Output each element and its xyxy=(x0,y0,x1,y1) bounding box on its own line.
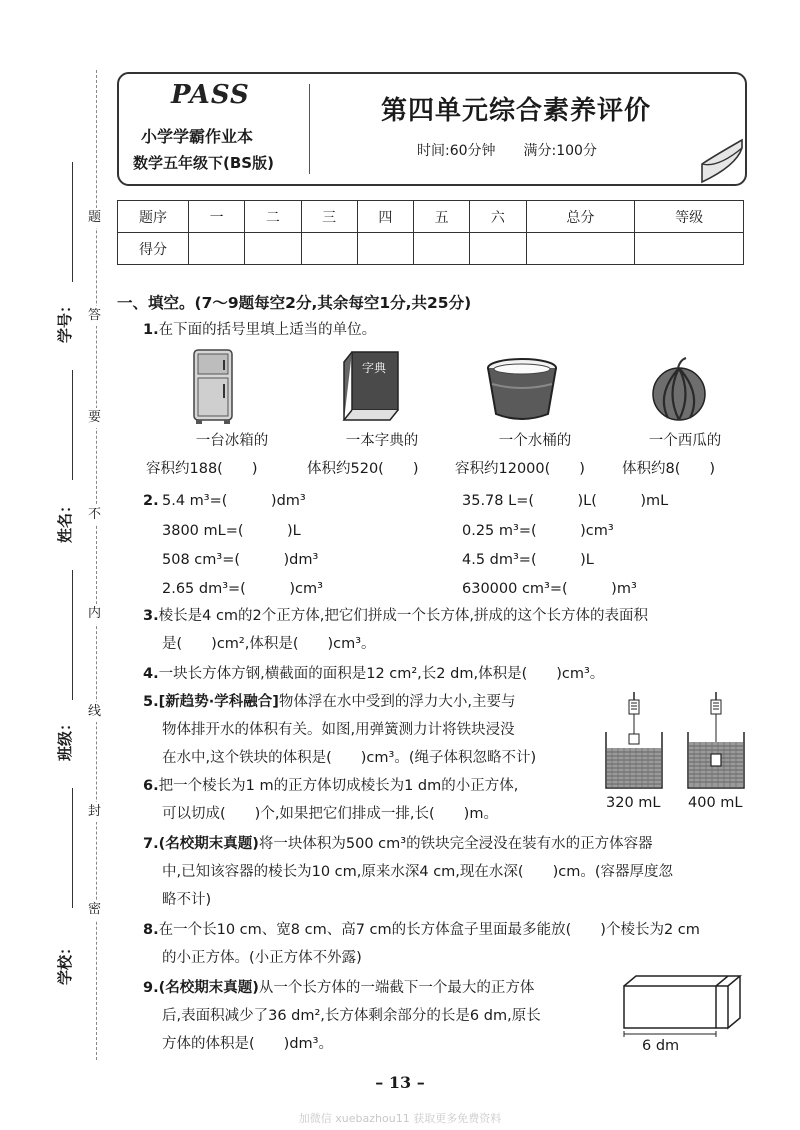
q3-answer-line[interactable]: 是( )cm²,体积是( )cm³。 xyxy=(162,636,376,652)
name-label: 姓名： xyxy=(56,497,75,544)
watermelon-icon xyxy=(650,356,708,422)
question-7: 7.(名校期末真题)将一块体积为500 cm³的铁块完全浸没在装有水的正方体容器 xyxy=(143,836,653,852)
seal-char: 答 xyxy=(88,306,101,326)
q1-caption: 一本字典的 xyxy=(345,433,419,449)
dictionary-cover-text: 字典 xyxy=(361,361,387,375)
q9-line: 后,表面积减少了36 dm²,长方体剩余部分的长是6 dm,原长 xyxy=(162,1008,541,1024)
table-cell: 等级 xyxy=(635,201,744,233)
page-title: 第四单元综合素养评价 xyxy=(381,96,652,126)
q2-conversion[interactable]: 630000 cm³=( )m³ xyxy=(462,581,637,597)
q1-caption: 一个西瓜的 xyxy=(648,433,722,449)
table-cell: 六 xyxy=(470,201,526,233)
beaker-label-left: 320 mL xyxy=(606,795,661,811)
dictionary-icon xyxy=(340,348,406,426)
q2-conversion[interactable]: 5.4 m³=( )dm³ xyxy=(162,493,306,509)
page-curl-icon xyxy=(700,138,744,184)
section-title: 一、填空。(7～9题每空2分,其余每空1分,共25分) xyxy=(117,294,472,312)
score-table-header-row xyxy=(118,201,744,233)
score-cell[interactable] xyxy=(414,233,470,265)
q2-conversion[interactable]: 35.78 L=( )L( )mL xyxy=(462,493,669,509)
student-id-line[interactable] xyxy=(72,162,73,282)
seal-char: 密 xyxy=(88,900,101,920)
header-box xyxy=(117,72,747,186)
q6-answer-line[interactable]: 可以切成( )个,如果把它们排成一排,长( )m。 xyxy=(162,806,498,822)
score-table-score-row xyxy=(118,233,744,265)
score-cell[interactable] xyxy=(357,233,413,265)
table-cell: 二 xyxy=(245,201,301,233)
seal-char: 封 xyxy=(88,802,101,822)
question-9: 9.(名校期末真题)从一个长方体的一端截下一个最大的正方体 xyxy=(143,980,535,996)
q2-conversion[interactable]: 4.5 dm³=( )L xyxy=(462,552,594,568)
q5-answer-line[interactable]: 在水中,这个铁块的体积是( )cm³。(绳子体积忽略不计) xyxy=(162,750,537,766)
q1-answer-bucket[interactable]: 容积约12000( ) xyxy=(455,461,585,477)
q2-conversion[interactable]: 508 cm³=( )dm³ xyxy=(162,552,319,568)
name-line[interactable] xyxy=(72,370,73,480)
seal-char: 线 xyxy=(88,702,101,722)
table-cell: 五 xyxy=(414,201,470,233)
seal-char: 要 xyxy=(88,408,101,428)
q2-conversion[interactable]: 0.25 m³=( )cm³ xyxy=(462,523,614,539)
seal-char: 不 xyxy=(88,505,101,525)
question-2-number: 2. xyxy=(143,493,159,509)
score-table xyxy=(117,200,744,265)
table-cell: 总分 xyxy=(526,201,635,233)
question-3: 3.棱长是4 cm的2个正方体,把它们拼成一个长方体,拼成的这个长方体的表面积 xyxy=(143,608,648,624)
q5-line: 物体排开水的体积有关。如图,用弹簧测力计将铁块浸没 xyxy=(162,722,515,738)
brand-name: 小学学霸作业本 xyxy=(141,127,254,146)
exam-meta: 时间:60分钟 满分:100分 xyxy=(417,143,597,159)
class-label: 班级： xyxy=(56,715,75,762)
school-line[interactable] xyxy=(72,788,73,908)
cuboid-length-label: 6 dm xyxy=(642,1038,680,1054)
score-cell[interactable] xyxy=(470,233,526,265)
spring-scale-figure xyxy=(600,692,750,792)
question-6: 6.把一个棱长为1 m的正方体切成棱长为1 dm的小正方体, xyxy=(143,778,519,794)
q9-answer-line[interactable]: 方体的体积是( )dm³。 xyxy=(162,1036,333,1052)
cuboid-figure xyxy=(620,972,745,1042)
q1-answer-refrigerator[interactable]: 容积约188( ) xyxy=(146,461,258,477)
q1-caption: 一个水桶的 xyxy=(498,433,572,449)
refrigerator-icon xyxy=(188,346,238,426)
table-cell: 四 xyxy=(357,201,413,233)
q7-line: 略不计) xyxy=(162,892,212,908)
brand-subtitle: 数学五年级下(BS版) xyxy=(133,154,274,172)
watermark: 加微信 xuebazhou11 获取更多免费资料 xyxy=(298,1112,502,1125)
table-cell: 题序 xyxy=(118,201,189,233)
score-cell[interactable] xyxy=(635,233,744,265)
seal-char: 题 xyxy=(88,208,101,228)
q2-conversion[interactable]: 3800 mL=( )L xyxy=(162,523,301,539)
question-8: 8.在一个长10 cm、宽8 cm、高7 cm的长方体盒子里面最多能放( )个棱长为2 cm xyxy=(143,922,700,938)
school-label: 学校： xyxy=(56,939,75,986)
q1-answer-dictionary[interactable]: 体积约520( ) xyxy=(307,461,419,477)
class-line[interactable] xyxy=(72,570,73,700)
question-1: 1.在下面的括号里填上适当的单位。 xyxy=(143,322,377,338)
pass-logo: PASS xyxy=(171,80,250,110)
score-cell[interactable] xyxy=(189,233,245,265)
score-cell[interactable] xyxy=(245,233,301,265)
q8-line: 的小正方体。(小正方体不外露) xyxy=(162,950,362,966)
seal-char: 内 xyxy=(88,604,101,624)
beaker-label-right: 400 mL xyxy=(688,795,743,811)
q1-answer-watermelon[interactable]: 体积约8( ) xyxy=(622,461,716,477)
question-5: 5.[新趋势·学科融合]物体浮在水中受到的浮力大小,主要与 xyxy=(143,694,516,710)
q1-caption: 一台冰箱的 xyxy=(195,433,269,449)
page-number: – 13 – xyxy=(375,1073,425,1092)
table-cell: 一 xyxy=(189,201,245,233)
header-divider xyxy=(309,84,310,174)
bucket-icon xyxy=(484,356,560,424)
score-cell[interactable] xyxy=(301,233,357,265)
table-cell: 得分 xyxy=(118,233,189,265)
student-id-label: 学号： xyxy=(56,297,75,344)
q7-answer-line[interactable]: 中,已知该容器的棱长为10 cm,原来水深4 cm,现在水深( )cm。(容器厚度忽 xyxy=(162,864,673,880)
score-cell[interactable] xyxy=(526,233,635,265)
question-4: 4.一块长方体方钢,横截面的面积是12 cm²,长2 dm,体积是( )cm³。 xyxy=(143,666,605,682)
table-cell: 三 xyxy=(301,201,357,233)
q2-conversion[interactable]: 2.65 dm³=( )cm³ xyxy=(162,581,323,597)
